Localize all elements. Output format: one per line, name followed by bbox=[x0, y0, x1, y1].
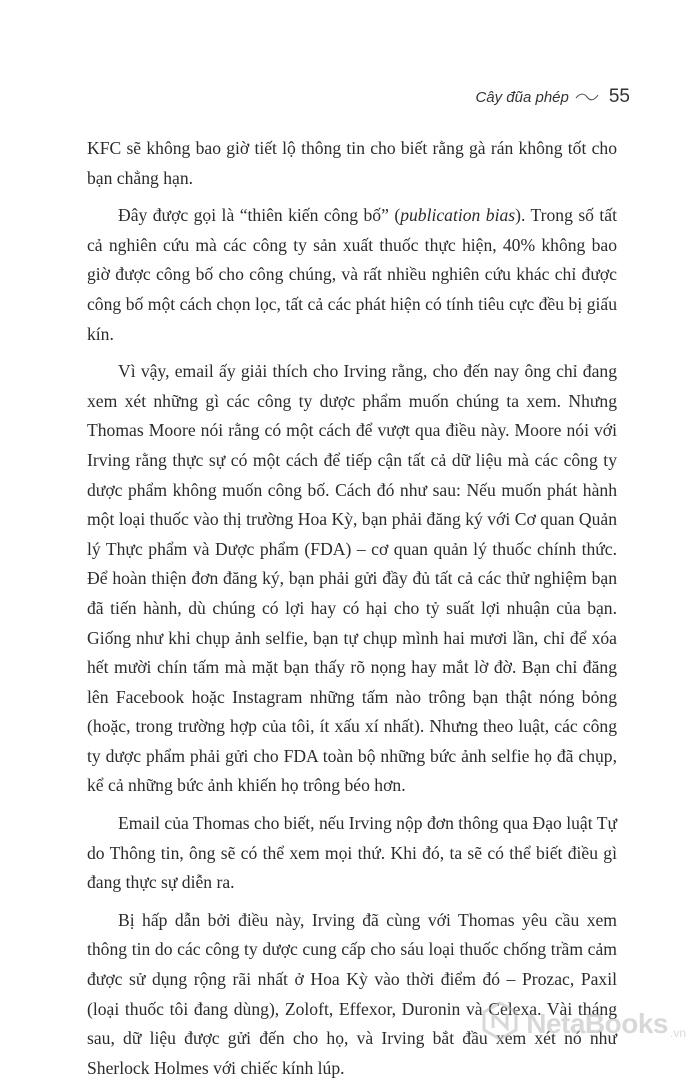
netabooks-logo-icon bbox=[480, 1001, 520, 1046]
running-header bbox=[475, 86, 630, 108]
tilde-flourish-icon bbox=[575, 89, 599, 99]
running-title: Cây đũa phép bbox=[475, 89, 569, 106]
page-number: 55 bbox=[608, 86, 630, 107]
paragraph-2 bbox=[87, 201, 617, 349]
paragraph-2-part-2: ). Trong số tất cả nghiên cứu mà các công ty sản xuất thuốc thực hiện, 40% không bao giờ được công bố cho công chúng, và rất nhiều nghiên cứu khác chỉ được công bố một cách chọn lọc, tất cả các phát hiện có tính tiêu cực đều bị giấu kín. bbox=[87, 205, 617, 344]
paragraph-4: Email của Thomas cho biết, nếu Irving nộp đơn thông qua Đạo luật Tự do Thông tin, ông sẽ có thể xem mọi thứ. Khi đó, ta sẽ có thể biết điều gì đang thực sự diễn ra. bbox=[87, 813, 617, 893]
paragraph-1: KFC sẽ không bao giờ tiết lộ thông tin cho biết rằng gà rán không tốt cho bạn chẳng hạn. bbox=[87, 138, 617, 188]
body-text bbox=[87, 134, 617, 1091]
watermark-suffix: .vn bbox=[669, 1026, 686, 1040]
italic-term: publication bias bbox=[400, 205, 516, 226]
watermark-text: NetaBooks bbox=[526, 1007, 668, 1039]
paragraph-2-part-1: Đây được gọi là “thiên kiến công bố” ( bbox=[118, 205, 401, 226]
paragraph-5: Bị hấp dẫn bởi điều này, Irving đã cùng với Thomas yêu cầu xem thông tin do các công ty dược cung cấp cho sáu loại thuốc chống trầm cảm được sử dụng rộng rãi nhất ở Hoa Kỳ vào thời điểm đó – Prozac, Paxil (loại thuốc tôi đang dùng), Zoloft, Effexor, Duronin và Celexa. Vài tháng sau, dữ liệu được gửi đến cho họ, và Irving bắt đầu xem xét nó như Sherlock Holmes với chiếc kính lúp. bbox=[87, 909, 617, 1078]
paragraph-3: Vì vậy, email ấy giải thích cho Irving rằng, cho đến nay ông chỉ đang xem xét những gì các công ty dược phẩm muốn chúng ta xem. Nhưng Thomas Moore nói rằng có một cách để vượt qua điều này. Moore nói với Irving rằng thực sự có một cách để tiếp cận tất cả dữ liệu mà các công ty dược phẩm không muốn công bố. Cách đó như sau: Nếu muốn phát hành một loại thuốc vào thị trường Hoa Kỳ, bạn phải đăng ký với Cơ quan Quản lý Thực phẩm và Dược phẩm (FDA) – cơ quan quản lý thuốc chính thức. Để hoàn thiện đơn đăng ký, bạn phải gửi đầy đủ tất cả các thử nghiệm bạn đã tiến hành, dù chúng có lợi hay có hại cho tỷ suất lợi nhuận của bạn. Giống như khi chụp ảnh selfie, bạn tự chụp mình hai mươi lần, chỉ để xóa hết mười chín tấm mà mặt bạn thấy rõ nọng hay mắt lờ đờ. Bạn chỉ đăng lên Facebook hoặc Instagram những tấm nào trông bạn thật nóng bỏng (hoặc, trong trường hợp của tôi, ít xấu xí nhất). Nhưng theo luật, các công ty dược phẩm phải gửi cho FDA toàn bộ những bức ảnh selfie họ đã chụp, kể cả những bức ảnh khiến họ trông béo hơn. bbox=[87, 361, 617, 796]
watermark bbox=[480, 1001, 686, 1046]
